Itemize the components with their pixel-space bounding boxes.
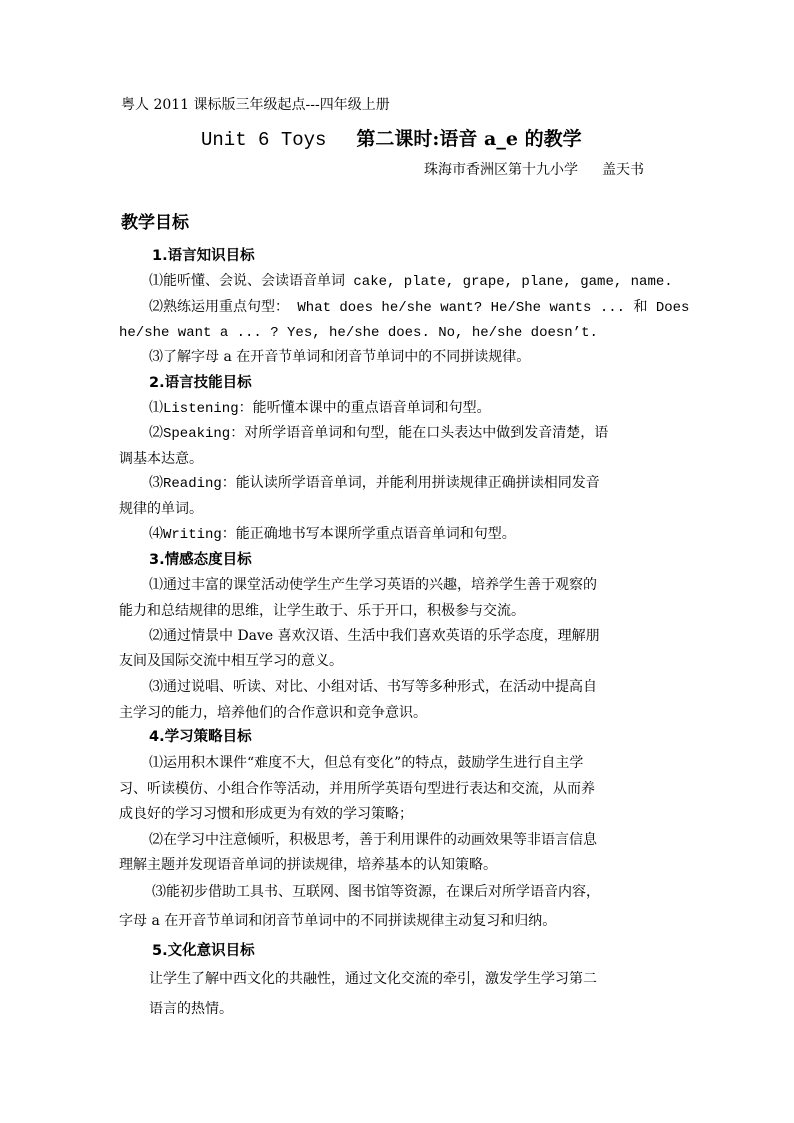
course-subtitle: 粤人 2011 课标版三年级起点---四年级上册 — [121, 97, 390, 113]
section-5-title: 5.文化意识目标 — [152, 943, 255, 959]
section-1-title: 1.语言知识目标 — [152, 248, 255, 264]
paragraph-line: ⑴Listening：能听懂本课中的重点语音单词和句型。 — [149, 401, 491, 417]
paragraph-line: 让学生了解中西文化的共融性，通过文化交流的牵引，激发学生学习第二 — [149, 971, 597, 987]
unit-name: Unit 6 Toys — [201, 129, 327, 151]
paragraph-line: ⑶能初步借助工具书、互联网、图书馆等资源，在课后对所学语音内容， — [152, 884, 600, 900]
lesson-name: 第二课时:语音 a_e 的教学 — [356, 128, 582, 150]
paragraph-line: ⑵通过情景中 Dave 喜欢汉语、生活中我们喜欢英语的乐学态度，理解朋 — [149, 628, 600, 644]
paragraph-line: 语言的热情。 — [149, 1001, 233, 1017]
paragraph-line: 习、听读模仿、小组合作等活动，并用所学英语句型进行表达和交流，从而养 — [119, 781, 595, 797]
author-line — [424, 160, 644, 180]
section-4-title: 4.学习策略目标 — [149, 729, 252, 745]
paragraph-line: ⑴通过丰富的课堂活动使学生产生学习英语的兴趣，培养学生善于观察的 — [149, 577, 597, 593]
paragraph-line: ⑵熟练运用重点句型： What does he/she want? He/She wants ... 和 Does — [149, 300, 690, 316]
paragraph-line: ⑷Writing：能正确地书写本课所学重点语音单词和句型。 — [149, 527, 516, 543]
paragraph-line: 字母 a 在开音节单词和闭音节单词中的不同拼读规律主动复习和归纳。 — [119, 913, 557, 929]
paragraph-line: ⑵在学习中注意倾听，积极思考，善于利用课件的动画效果等非语言信息 — [149, 832, 597, 848]
lesson-title — [201, 127, 582, 152]
paragraph-line: 成良好的学习习惯和形成更为有效的学习策略； — [119, 806, 413, 822]
paragraph-line: ⑶通过说唱、听读、对比、小组对话、书写等多种形式，在活动中提高自 — [149, 679, 597, 695]
school-name: 珠海市香洲区第十九小学 — [424, 162, 578, 178]
paragraph-line: he/she want a ... ? Yes, he/she does. No, he/she doesn’t. — [119, 325, 598, 341]
author-name: 盖天书 — [602, 162, 644, 178]
section-3-title: 3.情感态度目标 — [149, 552, 252, 568]
paragraph-line: 友间及国际交流中相互学习的意义。 — [119, 653, 343, 669]
paragraph-line: 理解主题并发现语音单词的拼读规律，培养基本的认知策略。 — [119, 857, 497, 873]
paragraph-line: 能力和总结规律的思维，让学生敢于、乐于开口，积极参与交流。 — [119, 603, 525, 619]
paragraph-line: ⑵Speaking：对所学语音单词和句型，能在口头表达中做到发音清楚，语 — [149, 426, 609, 442]
paragraph-line: 规律的单词。 — [119, 501, 203, 517]
paragraph-line: 调基本达意。 — [119, 451, 203, 467]
paragraph-line: ⑶了解字母 a 在开音节单词和闭音节单词中的不同拼读规律。 — [149, 349, 531, 365]
paragraph-line: ⑶Reading：能认读所学语音单词，并能利用拼读规律正确拼读相同发音 — [149, 476, 600, 492]
paragraph-line: ⑴运用积木课件“难度不大，但总有变化”的特点，鼓励学生进行自主学 — [149, 755, 584, 771]
section-2-title: 2.语言技能目标 — [149, 375, 252, 391]
objectives-heading: 教学目标 — [121, 213, 189, 233]
paragraph-line: 主学习的能力，培养他们的合作意识和竞争意识。 — [119, 705, 427, 721]
paragraph-line: ⑴能听懂、会说、会读语音单词 cake, plate, grape, plane, game, name. — [149, 274, 673, 290]
